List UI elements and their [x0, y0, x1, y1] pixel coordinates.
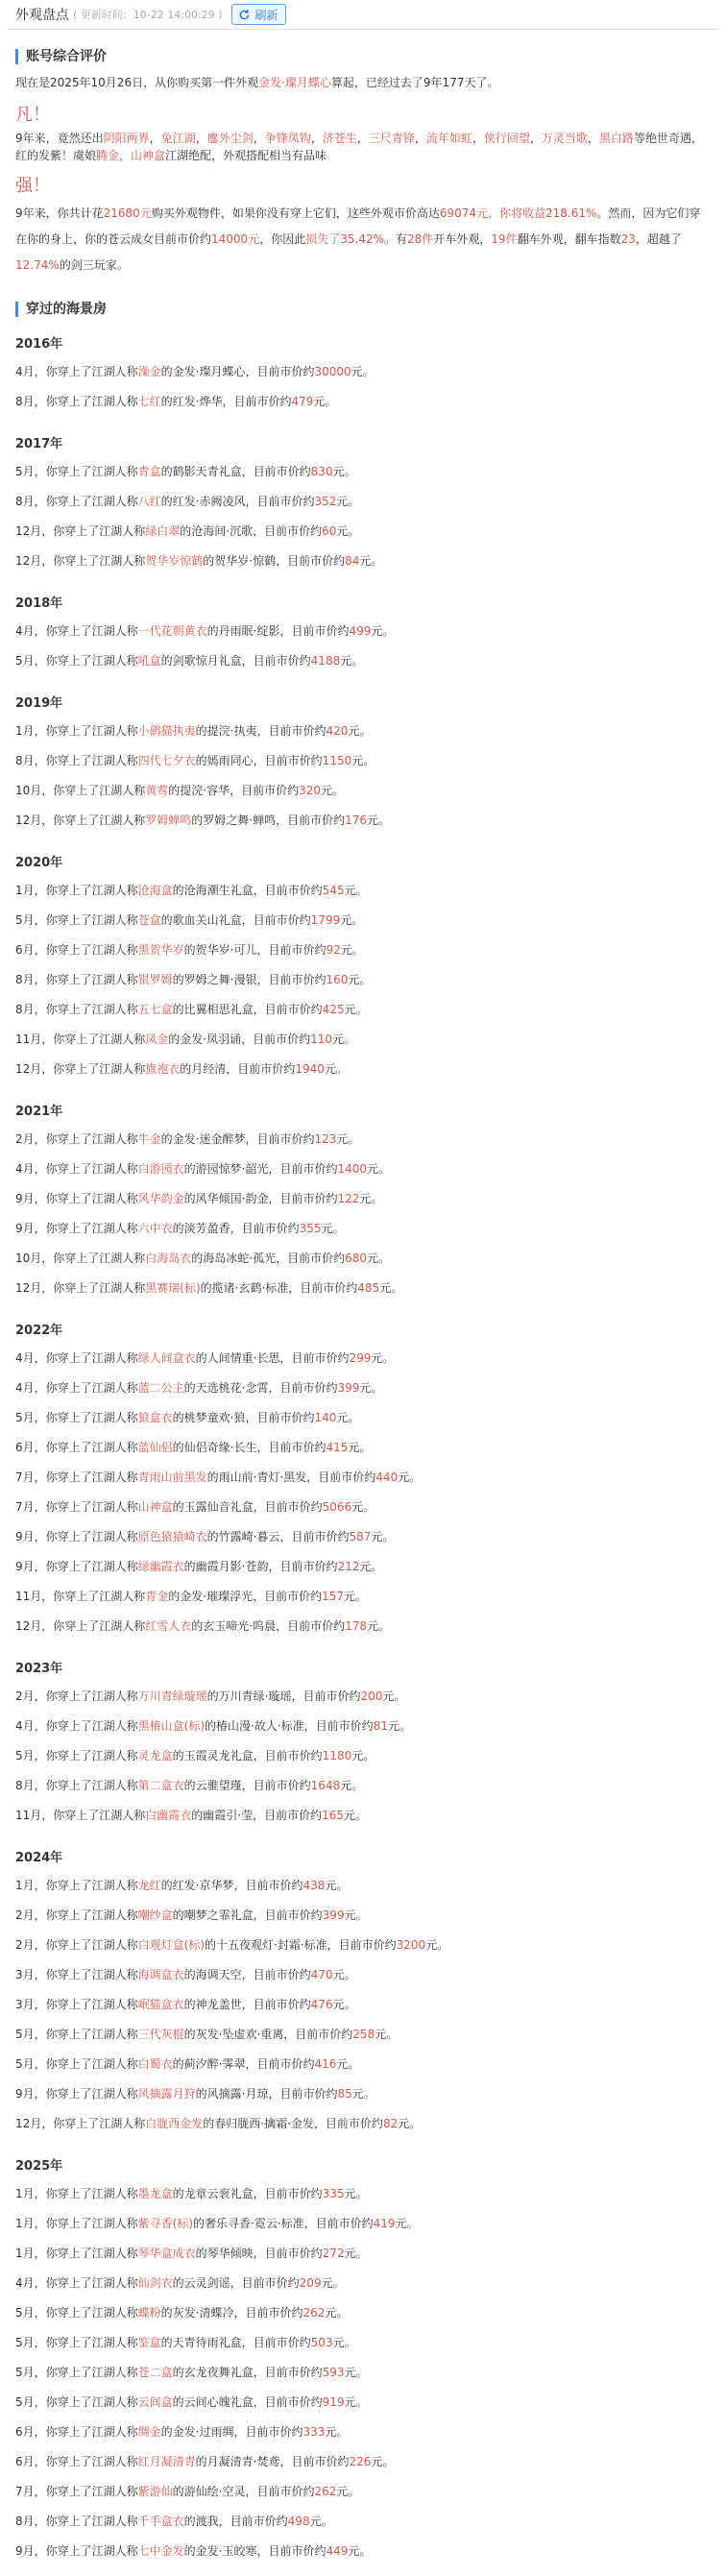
page-title: 外观盘点 — [15, 8, 69, 23]
item-nickname: 四代七夕衣 — [137, 754, 196, 767]
item-price: 157 — [322, 1590, 345, 1603]
refresh-button[interactable] — [231, 4, 286, 25]
fan-paragraph: 9年来，竟然还出阴阳两界，免江湖，鏖外尘剑，争锋凤钩，济苍生，三尺青锋，流年如虹，侠行回望，万灵当歌，黑白路等绝世奇遇，红的发紫！虞娘腾金，山神盒江湖绝配，外观搭配相当有品味 — [15, 132, 703, 162]
qiang-value: 损失了35.42% — [305, 232, 384, 246]
item-nickname: 黄莺 — [145, 784, 169, 797]
item-nickname: 鉴盒 — [137, 2336, 161, 2349]
item-nickname: 一代花朝黄衣 — [137, 624, 207, 638]
item-nickname: 原色猿猿崎衣 — [137, 1530, 207, 1543]
list-item: 6月，你穿上了江湖人称蓝仙侣的仙侣奇缘·长生，目前市价约415元。 — [15, 1441, 372, 1454]
item-nickname: 第二盒衣 — [137, 1779, 184, 1792]
item-nickname: 白海岛衣 — [145, 1252, 192, 1265]
item-nickname: 青金 — [145, 1590, 169, 1603]
refresh-icon — [238, 9, 251, 21]
qiang-value: 69074元，你将收益218.61% — [439, 207, 597, 220]
list-item: 9月，你穿上了江湖人称风摘露月狩的风摘露·月琼，目前市价约85元。 — [15, 2087, 375, 2101]
item-nickname: 八红 — [137, 495, 161, 508]
item-nickname: 五七盒 — [137, 1003, 173, 1016]
list-item: 9月，你穿上了江湖人称原色猿猿崎衣的竹露崎·暮云，目前市价约587元。 — [15, 1530, 395, 1543]
item-nickname: 澡金 — [137, 365, 161, 378]
item-nickname: 白蜀衣 — [137, 2057, 173, 2071]
item-nickname: 白胧西金发 — [145, 2117, 204, 2130]
item-price: 140 — [314, 1411, 337, 1424]
item-nickname: 六中衣 — [137, 1222, 173, 1235]
item-price: 1180 — [322, 1749, 352, 1762]
list-item: 8月，你穿上了江湖人称八红的红发·赤阙凌风，目前市价约352元。 — [15, 495, 360, 508]
item-nickname: 三代灰棍 — [137, 2028, 184, 2041]
year-heading: 2018年 — [15, 596, 63, 611]
section-heading-summary: 账号综合评价 — [15, 49, 711, 64]
item-price: 272 — [322, 2247, 345, 2260]
list-item: 4月，你穿上了江湖人称澡金的金发·璨月蝶心，目前市价约30000元。 — [15, 365, 375, 378]
qiang-value: 12.74% — [15, 258, 60, 272]
item-price: 226 — [349, 2455, 372, 2468]
item-price: 449 — [326, 2544, 349, 2558]
section-heading-houses: 穿过的海景房 — [15, 302, 711, 317]
item-nickname: 沧海盒 — [137, 884, 173, 897]
item-price: 545 — [322, 884, 345, 897]
item-nickname: 牛金 — [137, 1132, 161, 1146]
list-item: 2月，你穿上了江湖人称牛金的金发·迷金醉梦，目前市价约123元。 — [15, 1132, 360, 1146]
item-price: 60 — [322, 524, 337, 538]
item-price: 419 — [373, 2217, 396, 2230]
list-item: 4月，你穿上了江湖人称蓝二公主的天选桃花·念霄，目前市价约399元。 — [15, 1381, 383, 1395]
list-item: 1月，你穿上了江湖人称墨龙盒的龙章云衮礼盒，目前市价约335元。 — [15, 2187, 368, 2200]
item-price: 498 — [287, 2515, 310, 2528]
item-nickname: 墨龙盒 — [137, 2187, 173, 2200]
item-price: 470 — [310, 1968, 333, 1981]
item-nickname: 七中金发 — [137, 2544, 184, 2558]
item-nickname: 云间盒 — [137, 2395, 173, 2409]
list-item: 12月，你穿上了江湖人称红雪人衣的玄玉啼光·呜晨，目前市价约178元。 — [15, 1619, 391, 1633]
list-item: 5月，你穿上了江湖人称苍盒的歌血关山礼盒，目前市价约1799元。 — [15, 913, 364, 927]
list-item: 5月，你穿上了江湖人称吼盒的剑歌惊月礼盒，目前市价约4188元。 — [15, 654, 364, 668]
list-item: 2月，你穿上了江湖人称嘲纱盒的嘲梦之霏礼盒，目前市价约399元。 — [15, 1908, 368, 1922]
item-nickname: 吼盒 — [137, 654, 161, 668]
item-nickname: 苍二盒 — [137, 2366, 173, 2379]
item-price: 420 — [326, 724, 349, 738]
item-nickname: 旗袍衣 — [145, 1062, 181, 1076]
item-nickname: 青盒 — [137, 465, 161, 478]
list-item: 7月，你穿上了江湖人称紫游仙的游仙绘·空灵，目前市价约262元。 — [15, 2485, 360, 2498]
item-price: 355 — [299, 1222, 322, 1235]
item-price: 258 — [352, 2028, 375, 2041]
item-price: 122 — [337, 1192, 360, 1205]
item-price: 919 — [322, 2395, 345, 2409]
item-price: 212 — [337, 1560, 360, 1573]
item-nickname: 贺华岁惊鹤 — [145, 554, 204, 568]
item-nickname: 绿幽霞衣 — [137, 1560, 184, 1573]
item-price: 425 — [322, 1003, 345, 1016]
item-price: 438 — [302, 1879, 326, 1892]
item-price: 503 — [310, 2336, 333, 2349]
fan-item: 侠行回望 — [483, 132, 530, 145]
list-item: 6月，你穿上了江湖人称红月凝清青的月凝清青·焚鸢，目前市价约226元。 — [15, 2455, 395, 2468]
item-price: 320 — [299, 784, 322, 797]
list-item: 8月，你穿上了江湖人称第二盒衣的云骓望瑾，目前市价约1648元。 — [15, 1779, 364, 1792]
item-price: 1150 — [322, 754, 352, 767]
item-nickname: 七红 — [137, 395, 161, 408]
fan-item: 万灵当歌 — [541, 132, 588, 145]
list-item: 4月，你穿上了江湖人称黑椿山盒(标)的椿山漫·故人·标准，目前市价约81元。 — [15, 1719, 411, 1733]
item-nickname: 黑椿山盒(标) — [137, 1719, 206, 1733]
list-item: 9月，你穿上了江湖人称风华韵金的风华倾国·韵金，目前市价约122元。 — [15, 1192, 383, 1205]
item-nickname: 龙红 — [137, 1879, 161, 1892]
item-nickname: 白观灯盒(标) — [137, 1938, 206, 1952]
list-item: 5月，你穿上了江湖人称青盒的鹤影天青礼盒，目前市价约830元。 — [15, 465, 356, 478]
year-heading: 2017年 — [15, 437, 63, 451]
item-price: 262 — [314, 2485, 337, 2498]
item-nickname: 红雪人衣 — [145, 1619, 192, 1633]
item-nickname: 小鹞猫执夷 — [137, 724, 196, 738]
fan-item: 争锋凤钩 — [264, 132, 311, 145]
list-item: 3月，你穿上了江湖人称海调盒衣的海调天空，目前市价约470元。 — [15, 1968, 356, 1981]
item-nickname: 紫游仙 — [137, 2485, 173, 2498]
list-item: 4月，你穿上了江湖人称白游园衣的游园惊梦·韶光，目前市价约1400元。 — [15, 1162, 391, 1176]
item-nickname: 绸金 — [137, 2425, 161, 2439]
fan-item: 阴阳两界 — [103, 132, 150, 145]
item-price: 587 — [349, 1530, 372, 1543]
item-price: 123 — [314, 1132, 337, 1146]
item-nickname: 绿白翠 — [145, 524, 181, 538]
list-item: 9月，你穿上了江湖人称七中金发的金发·玉皎寒，目前市价约449元。 — [15, 2544, 372, 2558]
item-price: 680 — [345, 1252, 368, 1265]
list-item: 11月，你穿上了江湖人称白幽霞衣的幽霞引·莹，目前市价约165元。 — [15, 1809, 368, 1822]
item-price: 178 — [345, 1619, 368, 1633]
list-item: 10月，你穿上了江湖人称白海岛衣的海岛冰蛇·孤光，目前市价约680元。 — [15, 1252, 391, 1265]
item-nickname: 白幽霞衣 — [145, 1809, 192, 1822]
item-price: 476 — [310, 1998, 333, 2011]
item-price: 262 — [302, 2306, 326, 2320]
item-nickname: 仙剑衣 — [137, 2276, 173, 2290]
fan-title: 凡！ — [15, 105, 50, 125]
top-bar — [8, 0, 718, 30]
list-item: 5月，你穿上了江湖人称三代灰棍的灰发·坠虚欢·重离，目前市价约258元。 — [15, 2028, 399, 2041]
fan-item: 流年如虹 — [425, 132, 472, 145]
list-item: 8月，你穿上了江湖人称千手盒衣的渡我，目前市价约498元。 — [15, 2515, 333, 2528]
list-item: 12月，你穿上了江湖人称绿白翠的沧海间·沉歌，目前市价约60元。 — [15, 524, 360, 538]
list-item: 1月，你穿上了江湖人称紫寻香(标)的奢乐寻香·霓云·标准，目前市价约419元。 — [15, 2217, 419, 2230]
years-list — [15, 333, 711, 2566]
list-item: 6月，你穿上了江湖人称黑贺华岁的贺华岁·可儿，目前市价约92元。 — [15, 943, 364, 957]
list-item: 12月，你穿上了江湖人称白胧西金发的春归胧西·擒霜·金发，目前市价约82元。 — [15, 2117, 422, 2130]
list-item: 12月，你穿上了江湖人称罗姆蝉鸣的罗姆之舞·蝉鸣，目前市价约176元。 — [15, 814, 391, 827]
update-time: ( 更新时间：10-22 14:00:29 ) — [73, 9, 223, 21]
list-item: 9月，你穿上了江湖人称六中衣的淡芳盈香，目前市价约355元。 — [15, 1222, 345, 1235]
list-item: 11月，你穿上了江湖人称青金的金发·璀璨浮光，目前市价约157元。 — [15, 1590, 368, 1603]
year-heading: 2022年 — [15, 1324, 63, 1338]
year-heading: 2020年 — [15, 856, 63, 870]
item-nickname: 罗姆蝉鸣 — [145, 814, 192, 827]
item-nickname: 海调盒衣 — [137, 1968, 184, 1981]
item-price: 4188 — [310, 654, 341, 668]
item-nickname: 黑贺华岁 — [137, 943, 184, 957]
list-item: 3月，你穿上了江湖人称岷猫盒衣的神龙盖世，目前市价约476元。 — [15, 1998, 356, 2011]
list-item: 6月，你穿上了江湖人称绸金的金发·过雨绸，目前市价约333元。 — [15, 2425, 349, 2439]
item-nickname: 灵龙盒 — [137, 1749, 173, 1762]
item-price: 399 — [337, 1381, 360, 1395]
item-nickname: 千手盒衣 — [137, 2515, 184, 2528]
fan-item: 免江湖 — [160, 132, 196, 145]
item-price: 352 — [314, 495, 337, 508]
list-item: 5月，你穿上了江湖人称云间盒的云间心魄礼盒，目前市价约919元。 — [15, 2395, 368, 2409]
fan-item: 济苍生 — [322, 132, 357, 145]
fan-highlight: 腾金，山神盒 — [96, 149, 166, 162]
list-item: 7月，你穿上了江湖人称青雨山前黑发的雨山前·青灯·黑发，目前市价约440元。 — [15, 1470, 422, 1484]
list-item: 8月，你穿上了江湖人称银罗姆的罗姆之舞·漫银，目前市价约160元。 — [15, 973, 372, 986]
item-price: 85 — [337, 2087, 352, 2101]
item-price: 30000 — [314, 365, 351, 378]
list-item: 8月，你穿上了江湖人称四代七夕衣的嫣雨同心，目前市价约1150元。 — [15, 754, 375, 767]
list-item: 5月，你穿上了江湖人称苍二盒的玄龙夜舞礼盒，目前市价约593元。 — [15, 2366, 368, 2379]
list-item: 8月，你穿上了江湖人称五七盒的比翼相思礼盒，目前市价约425元。 — [15, 1003, 368, 1016]
item-nickname: 狼盒衣 — [137, 1411, 173, 1424]
item-nickname: 蓝仙侣 — [137, 1441, 173, 1454]
item-nickname: 紫寻香(标) — [137, 2217, 194, 2230]
qiang-value: 19件 — [491, 232, 518, 246]
list-item: 8月，你穿上了江湖人称七红的红发·烨华，目前市价约479元。 — [15, 395, 337, 408]
item-price: 593 — [322, 2366, 345, 2379]
item-price: 830 — [310, 465, 333, 478]
item-price: 176 — [345, 814, 368, 827]
year-heading: 2019年 — [15, 696, 63, 711]
list-item: 10月，你穿上了江湖人称黄莺的提浣·容华，目前市价约320元。 — [15, 784, 345, 797]
item-nickname: 风摘露月狩 — [137, 2087, 196, 2101]
item-nickname: 万川青绿璇瑶 — [137, 1689, 207, 1703]
list-item: 4月，你穿上了江湖人称绿人间盒衣的人间情重·长思，目前市价约299元。 — [15, 1351, 395, 1365]
item-price: 1940 — [295, 1062, 325, 1076]
item-nickname: 青雨山前黑发 — [137, 1470, 207, 1484]
list-item: 4月，你穿上了江湖人称一代花朝黄衣的丹雨眠·绽影，目前市价约499元。 — [15, 624, 395, 638]
item-price: 200 — [360, 1689, 383, 1703]
item-price: 485 — [357, 1281, 380, 1295]
item-nickname: 琴华盒成衣 — [137, 2247, 196, 2260]
year-heading: 2024年 — [15, 1851, 63, 1865]
refresh-label: 刷新 — [254, 8, 278, 22]
list-item: 12月，你穿上了江湖人称贺华岁惊鹤的贺华岁·惊鹤，目前市价约84元。 — [15, 554, 383, 568]
list-item: 2月，你穿上了江湖人称白观灯盒(标)的十五夜观灯·封霜·标准，目前市价约3200元。 — [15, 1938, 449, 1952]
item-nickname: 红月凝清青 — [137, 2455, 196, 2468]
item-price: 415 — [326, 1441, 349, 1454]
item-price: 1400 — [337, 1162, 368, 1176]
item-price: 440 — [375, 1470, 399, 1484]
item-nickname: 岷猫盒衣 — [137, 1998, 184, 2011]
item-price: 416 — [314, 2057, 337, 2071]
summary-line: 现在是2025年10月26日，从你购买第一件外观金发·璨月蝶心算起，已经过去了9年177天了。 — [15, 76, 499, 89]
qiang-value: 21680元 — [103, 207, 152, 220]
item-nickname: 蓝二公主 — [137, 1381, 184, 1395]
year-heading: 2021年 — [15, 1105, 63, 1119]
item-price: 333 — [302, 2425, 326, 2439]
list-item: 1月，你穿上了江湖人称琴华盒成衣的琴华倾映，目前市价约272元。 — [15, 2247, 368, 2260]
item-price: 3200 — [396, 1938, 426, 1952]
item-nickname: 银罗姆 — [137, 973, 173, 986]
list-item: 7月，你穿上了江湖人称山神盒的玉露仙音礼盒，目前市价约5066元。 — [15, 1500, 375, 1514]
item-price: 1799 — [310, 913, 341, 927]
item-price: 165 — [322, 1809, 345, 1822]
list-item: 2月，你穿上了江湖人称万川青绿璇瑶的万川青绿·璇瑶，目前市价约200元。 — [15, 1689, 406, 1703]
item-price: 209 — [299, 2276, 322, 2290]
qiang-paragraph: 9年来，你共计花21680元购买外观物件，如果你没有穿上它们，这些外观市价高达69074元，你将收益218.61%。然而，因为它们穿在你的身上，你的苍云成女目前市价约14000元，你因此损失了35.42%。有28件开车外观，19件翻车外观，翻车指数23，超越了12.74%的剑三玩家。 — [15, 207, 701, 272]
item-nickname: 蝶粉 — [137, 2306, 161, 2320]
item-price: 499 — [349, 624, 372, 638]
fan-item: 三尺青锋 — [368, 132, 415, 145]
list-item: 5月，你穿上了江湖人称蝶粉的灰发·清蝶冷，目前市价约262元。 — [15, 2306, 349, 2320]
list-item: 12月，你穿上了江湖人称黑赛瑞(标)的揽诸·玄鹤·标准，目前市价约485元。 — [15, 1281, 403, 1295]
item-price: 84 — [345, 554, 360, 568]
list-item: 9月，你穿上了江湖人称绿幽霞衣的幽霞月影·苍韵，目前市价约212元。 — [15, 1560, 383, 1573]
item-nickname: 风华韵金 — [137, 1192, 184, 1205]
qiang-title: 强！ — [15, 176, 50, 196]
item-price: 1648 — [310, 1779, 341, 1792]
item-price: 479 — [291, 395, 314, 408]
list-item: 1月，你穿上了江湖人称小鹞猫执夷的提浣·执夷，目前市价约420元。 — [15, 724, 372, 738]
list-item: 1月，你穿上了江湖人称龙红的红发·京华梦，目前市价约438元。 — [15, 1879, 349, 1892]
year-heading: 2023年 — [15, 1662, 63, 1676]
list-item: 12月，你穿上了江湖人称旗袍衣的月经清，目前市价约1940元。 — [15, 1062, 348, 1076]
year-heading: 2025年 — [15, 2159, 63, 2174]
item-nickname: 白游园衣 — [137, 1162, 184, 1176]
item-nickname: 绿人间盒衣 — [137, 1351, 196, 1365]
list-item: 5月，你穿上了江湖人称鉴盒的天青待雨礼盒，目前市价约503元。 — [15, 2336, 356, 2349]
item-price: 82 — [382, 2117, 399, 2130]
item-price: 92 — [326, 943, 341, 957]
item-price: 399 — [322, 1908, 345, 1922]
item-price: 299 — [349, 1351, 372, 1365]
item-nickname: 嘲纱盒 — [137, 1908, 173, 1922]
item-nickname: 凤金 — [145, 1033, 169, 1046]
list-item: 4月，你穿上了江湖人称仙剑衣的云灵剑谣，目前市价约209元。 — [15, 2276, 345, 2290]
qiang-value: 28件 — [407, 232, 434, 246]
year-heading: 2016年 — [15, 337, 63, 352]
item-price: 110 — [310, 1033, 333, 1046]
list-item: 5月，你穿上了江湖人称白蜀衣的蓟汐醉·霁翠，目前市价约416元。 — [15, 2057, 360, 2071]
list-item: 1月，你穿上了江湖人称沧海盒的沧海潮生礼盒，目前市价约545元。 — [15, 884, 368, 897]
item-nickname: 山神盒 — [137, 1500, 173, 1514]
item-price: 160 — [326, 973, 349, 986]
qiang-value: 23 — [620, 232, 636, 246]
list-item: 5月，你穿上了江湖人称狼盒衣的桃梦童欢·狼，目前市价约140元。 — [15, 1411, 360, 1424]
list-item: 5月，你穿上了江湖人称灵龙盒的玉霞灵龙礼盒，目前市价约1180元。 — [15, 1749, 375, 1762]
fan-item: 黑白路 — [598, 132, 634, 145]
item-nickname: 苍盒 — [137, 913, 161, 927]
item-price: 5066 — [322, 1500, 352, 1514]
fan-item: 鏖外尘剑 — [206, 132, 254, 145]
list-item: 11月，你穿上了江湖人称凤金的金发·凤羽诵，目前市价约110元。 — [15, 1033, 356, 1046]
qiang-value: 14000元 — [211, 232, 260, 246]
item-nickname: 黑赛瑞(标) — [145, 1281, 201, 1295]
item-price: 335 — [322, 2187, 345, 2200]
item-price: 81 — [373, 1719, 388, 1733]
